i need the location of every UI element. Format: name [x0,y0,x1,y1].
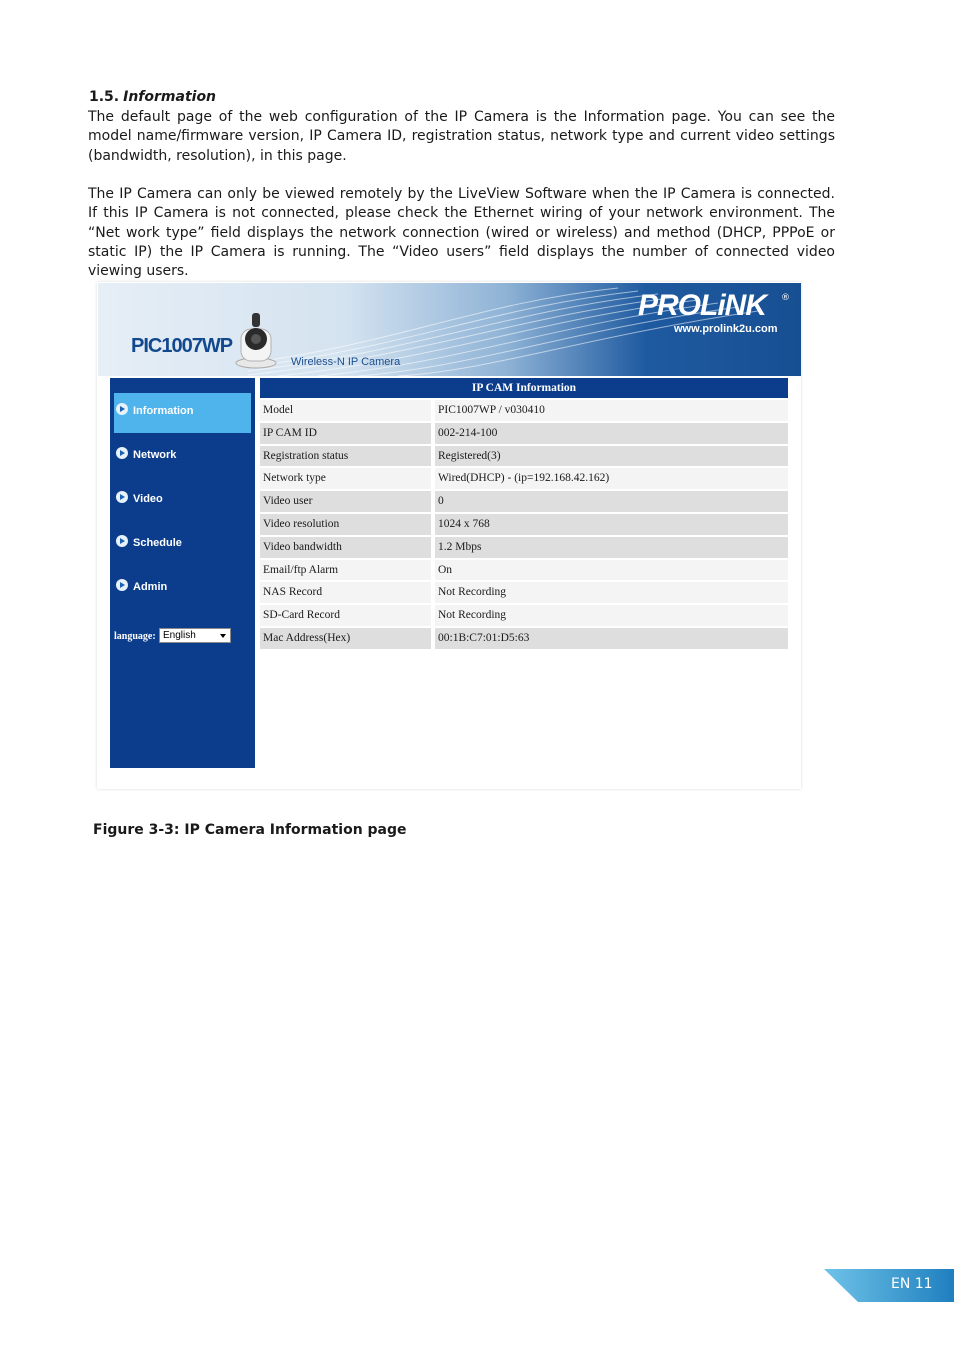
table-row [260,582,788,603]
table-row [260,400,788,421]
row-key: Network type [260,468,431,489]
table-row [260,560,788,581]
nav-label: Video [133,493,163,505]
nav-item-network[interactable] [114,437,251,477]
table-row [260,491,788,512]
table-row [260,537,788,558]
body-paragraph-1: The default page of the web configuration of the IP Camera is the Information page. You can see the model name/firmware version, IP Camera ID, registration status, network type and current video settings (bandwidth, resolution), in this page. [88,109,835,164]
nav-item-information[interactable] [114,393,251,433]
nav-label: Admin [133,581,168,593]
website-url: www.prolink2u.com [674,323,778,335]
table-row [260,468,788,489]
row-key: Video bandwidth [260,537,431,558]
nav-item-admin[interactable] [114,569,251,609]
language-value: English [163,630,196,641]
page-number-tab [824,1269,954,1302]
table-row [260,628,788,649]
nav-label: Schedule [133,537,182,549]
row-value: 002-214-100 [435,423,788,444]
row-value: Registered(3) [435,446,788,467]
row-key: Video resolution [260,514,431,535]
camera-icon [233,309,279,369]
arrow-bullet-icon [116,403,128,415]
body-paragraph-2: The IP Camera can only be viewed remotely by the LiveView Software when the IP Camera is connected. If this IP Camera is not connected, please check the Ethernet wiring of your network environment. The “Net work type” field displays the network connection (wired or wireless) and method (DHCP, PPPoE or static IP) the IP Camera is running. The “Video users” field displays the number of connected video viewing users. [88,186,835,280]
nav-label: Network [133,449,177,461]
model-name: PIC1007WP [131,335,233,357]
row-value: Not Recording [435,605,788,626]
page-number: EN 11 [891,1276,933,1292]
info-table [260,378,788,649]
row-value: On [435,560,788,581]
row-key: Registration status [260,446,431,467]
section-title: Information [123,89,217,105]
row-key: SD-Card Record [260,605,431,626]
table-row [260,446,788,467]
table-row [260,423,788,444]
nav-item-video[interactable] [114,481,251,521]
row-key: Video user [260,491,431,512]
table-row [260,514,788,535]
registered-mark: ® [781,293,790,303]
sidebar-nav [110,378,255,768]
language-select[interactable] [159,628,231,643]
row-value: 1.2 Mbps [435,537,788,558]
row-key: Model [260,400,431,421]
language-label: language: [114,631,156,642]
ip-camera-screenshot [97,282,801,789]
table-row [260,605,788,626]
row-value: 0 [435,491,788,512]
figure-caption: Figure 3-3: IP Camera Information page [93,822,407,838]
nav-item-schedule[interactable] [114,525,251,565]
nav-label: Information [133,405,194,417]
prolink-logo: PROLiNK [638,289,766,322]
row-key: Email/ftp Alarm [260,560,431,581]
header-banner [98,283,801,376]
arrow-bullet-icon [116,491,128,503]
row-key: Mac Address(Hex) [260,628,431,649]
table-header: IP CAM Information [260,378,788,398]
row-key: IP CAM ID [260,423,431,444]
row-value: Wired(DHCP) - (ip=192.168.42.162) [435,468,788,489]
row-value: Not Recording [435,582,788,603]
section-number: 1.5. [89,89,120,105]
row-key: NAS Record [260,582,431,603]
arrow-bullet-icon [116,579,128,591]
row-value: PIC1007WP / v030410 [435,400,788,421]
banner-tagline: Wireless-N IP Camera [291,356,401,368]
row-value: 1024 x 768 [435,514,788,535]
section-heading [89,89,216,105]
arrow-bullet-icon [116,535,128,547]
arrow-bullet-icon [116,447,128,459]
row-value: 00:1B:C7:01:D5:63 [435,628,788,649]
chevron-down-icon [220,634,226,638]
